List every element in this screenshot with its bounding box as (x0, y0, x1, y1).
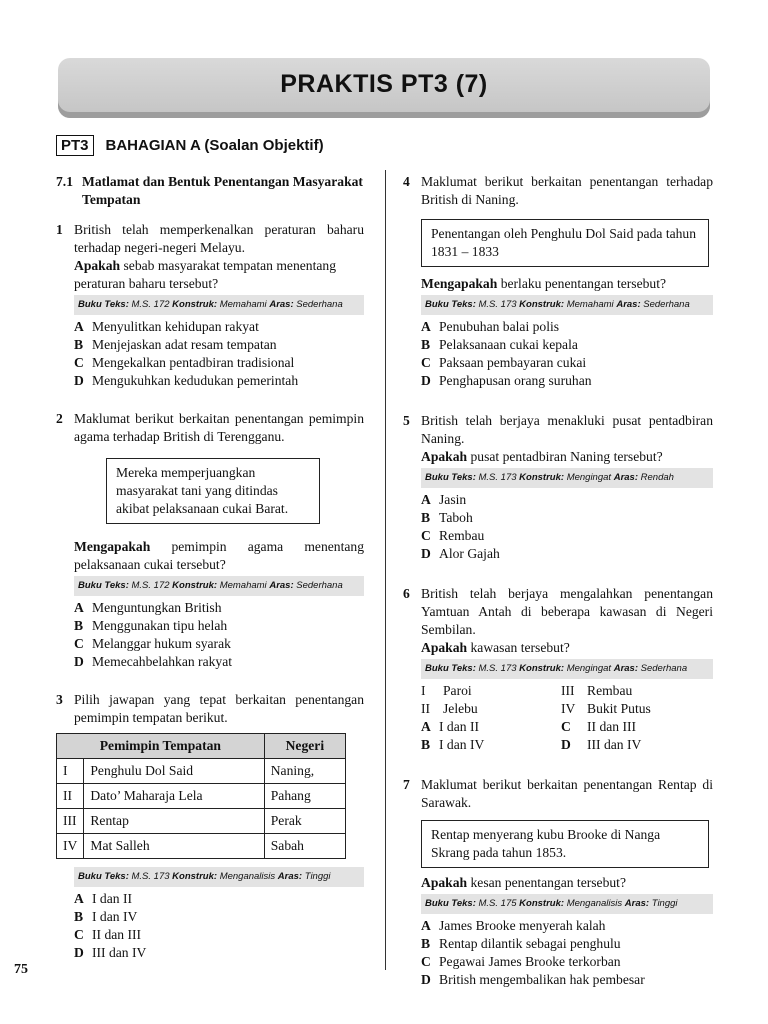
question-number: 7 (403, 777, 410, 792)
section-title: BAHAGIAN A (Soalan Objektif) (105, 137, 324, 154)
option-b[interactable]: B I dan IV (74, 909, 138, 924)
topic-number: 7.1 (56, 174, 73, 189)
leaders-table (56, 733, 346, 859)
table-header-state: Negeri (264, 734, 345, 759)
option-d[interactable]: D Alor Gajah (421, 546, 500, 561)
column-divider (385, 170, 386, 970)
info-box: Mereka memperjuangkan masyarakat tani yang ditindas akibat pelaksanaan cukai Barat. (106, 458, 320, 524)
textbook-tag: Buku Teks: M.S. 173 Konstruk: Mengingat Aras: Sederhana (421, 659, 713, 679)
question-number: 2 (56, 411, 63, 426)
textbook-tag: Buku Teks: M.S. 173 Konstruk: Memahami Aras: Sederhana (421, 295, 713, 315)
option-c[interactable]: C II dan III (561, 719, 637, 734)
question-ask: Apakah pusat pentadbiran Naning tersebut? (421, 449, 663, 464)
question-ask: Apakah kawasan tersebut? (421, 640, 570, 655)
option-d[interactable]: D III dan IV (74, 945, 147, 960)
option-d[interactable]: D Mengukuhkan kedudukan pemerintah (74, 373, 299, 388)
list-item: I Paroi (421, 683, 472, 698)
list-item: II Jelebu (421, 701, 478, 716)
question-ask: Apakah sebab masyarakat tempatan menentang peraturan baharu tersebut? (74, 258, 336, 291)
option-b[interactable]: B I dan IV (421, 737, 485, 752)
option-c[interactable]: C Rembau (421, 528, 485, 543)
topic-title: Matlamat dan Bentuk Penentangan Masyarakat Tempatan (82, 174, 363, 207)
question-text: British telah berjaya menakluki pusat pentadbiran Naning. (421, 413, 713, 446)
textbook-tag: Buku Teks: M.S. 173 Konstruk: Menganalisis Aras: Tinggi (74, 867, 364, 887)
page-number: 75 (14, 962, 28, 977)
option-a[interactable]: A I dan II (74, 891, 133, 906)
question-number: 3 (56, 692, 63, 707)
question-number: 5 (403, 413, 410, 428)
answer-options (421, 718, 713, 754)
question-text: Maklumat berikut berkaitan penentangan pemimpin agama terhadap British di Terengganu. (74, 411, 364, 444)
table-header-leader: Pemimpin Tempatan (57, 734, 265, 759)
question-4 (403, 173, 713, 390)
option-d[interactable]: D Penghapusan orang suruhan (421, 373, 592, 388)
option-a[interactable]: A Menguntungkan British (74, 600, 222, 615)
table-row: III Rentap Perak (57, 809, 346, 834)
topic-heading (56, 173, 364, 209)
table-row: II Dato’ Maharaja Lela Pahang (57, 784, 346, 809)
table-row: I Penghulu Dol Said Naning, (57, 759, 346, 784)
question-5 (403, 412, 713, 563)
question-ask: Mengapakah pemimpin agama menentang pelaksanaan cukai tersebut? (74, 539, 364, 572)
info-box: Penentangan oleh Penghulu Dol Said pada tahun 1831 – 1833 (421, 219, 709, 267)
option-a[interactable]: A James Brooke menyerah kalah (421, 918, 606, 933)
right-column (403, 173, 713, 991)
list-item: III Rembau (561, 683, 633, 698)
option-d[interactable]: D Memecahbelahkan rakyat (74, 654, 233, 669)
option-d[interactable]: D III dan IV (561, 737, 642, 752)
table-row: IV Mat Salleh Sabah (57, 834, 346, 859)
question-text: Maklumat berikut berkaitan penentangan terhadap British di Naning. (421, 174, 713, 207)
section-header (56, 135, 324, 156)
question-text: Pilih jawapan yang tepat berkaitan penentangan pemimpin tempatan berikut. (74, 692, 364, 725)
question-2 (56, 410, 364, 671)
option-b[interactable]: B Taboh (421, 510, 473, 525)
question-text: Maklumat berikut berkaitan penentangan Rentap di Sarawak. (421, 777, 713, 810)
textbook-tag: Buku Teks: M.S. 175 Konstruk: Menganalisis Aras: Tinggi (421, 894, 713, 914)
question-text: British telah berjaya mengalahkan penentangan Yamtuan Antah di beberapa kawasan di Negeri Sembilan. (421, 586, 713, 637)
option-b[interactable]: B Rentap dilantik sebagai penghulu (421, 936, 621, 951)
option-b[interactable]: B Menjejaskan adat resam tempatan (74, 337, 277, 352)
option-a[interactable]: A I dan II (421, 719, 480, 734)
option-c[interactable]: C Melanggar hukum syarak (74, 636, 231, 651)
textbook-tag: Buku Teks: M.S. 172 Konstruk: Memahami Aras: Sederhana (74, 295, 364, 315)
option-c[interactable]: C Pegawai James Brooke terkorban (421, 954, 621, 969)
left-column (56, 173, 364, 962)
question-number: 1 (56, 222, 63, 237)
option-c[interactable]: C Mengekalkan pentadbiran tradisional (74, 355, 295, 370)
option-b[interactable]: B Pelaksanaan cukai kepala (421, 337, 578, 352)
option-a[interactable]: A Menyulitkan kehidupan rakyat (74, 319, 259, 334)
option-a[interactable]: A Penubuhan balai polis (421, 319, 560, 334)
question-3 (56, 691, 364, 727)
option-d[interactable]: D British mengembalikan hak pembesar (421, 972, 645, 987)
question-1 (56, 221, 364, 390)
page-title: PRAKTIS PT3 (7) (280, 70, 488, 98)
option-c[interactable]: C II dan III (74, 927, 142, 942)
question-number: 4 (403, 174, 410, 189)
option-c[interactable]: C Paksaan pembayaran cukai (421, 355, 587, 370)
textbook-tag: Buku Teks: M.S. 172 Konstruk: Memahami Aras: Sederhana (74, 576, 364, 596)
textbook-tag: Buku Teks: M.S. 173 Konstruk: Mengingat Aras: Rendah (421, 468, 713, 488)
section-box: PT3 (56, 135, 94, 156)
question-ask: Mengapakah berlaku penentangan tersebut? (421, 276, 667, 291)
statement-list (421, 682, 713, 718)
question-6 (403, 585, 713, 754)
option-b[interactable]: B Menggunakan tipu helah (74, 618, 228, 633)
list-item: IV Bukit Putus (561, 701, 651, 716)
question-7 (403, 776, 713, 989)
question-ask: Apakah kesan penentangan tersebut? (421, 875, 626, 890)
question-text: British telah memperkenalkan peraturan baharu terhadap negeri-negeri Melayu. (74, 222, 364, 255)
info-box: Rentap menyerang kubu Brooke di Nanga Skrang pada tahun 1853. (421, 820, 709, 868)
question-number: 6 (403, 586, 410, 601)
option-a[interactable]: A Jasin (421, 492, 467, 507)
title-banner (58, 58, 710, 118)
